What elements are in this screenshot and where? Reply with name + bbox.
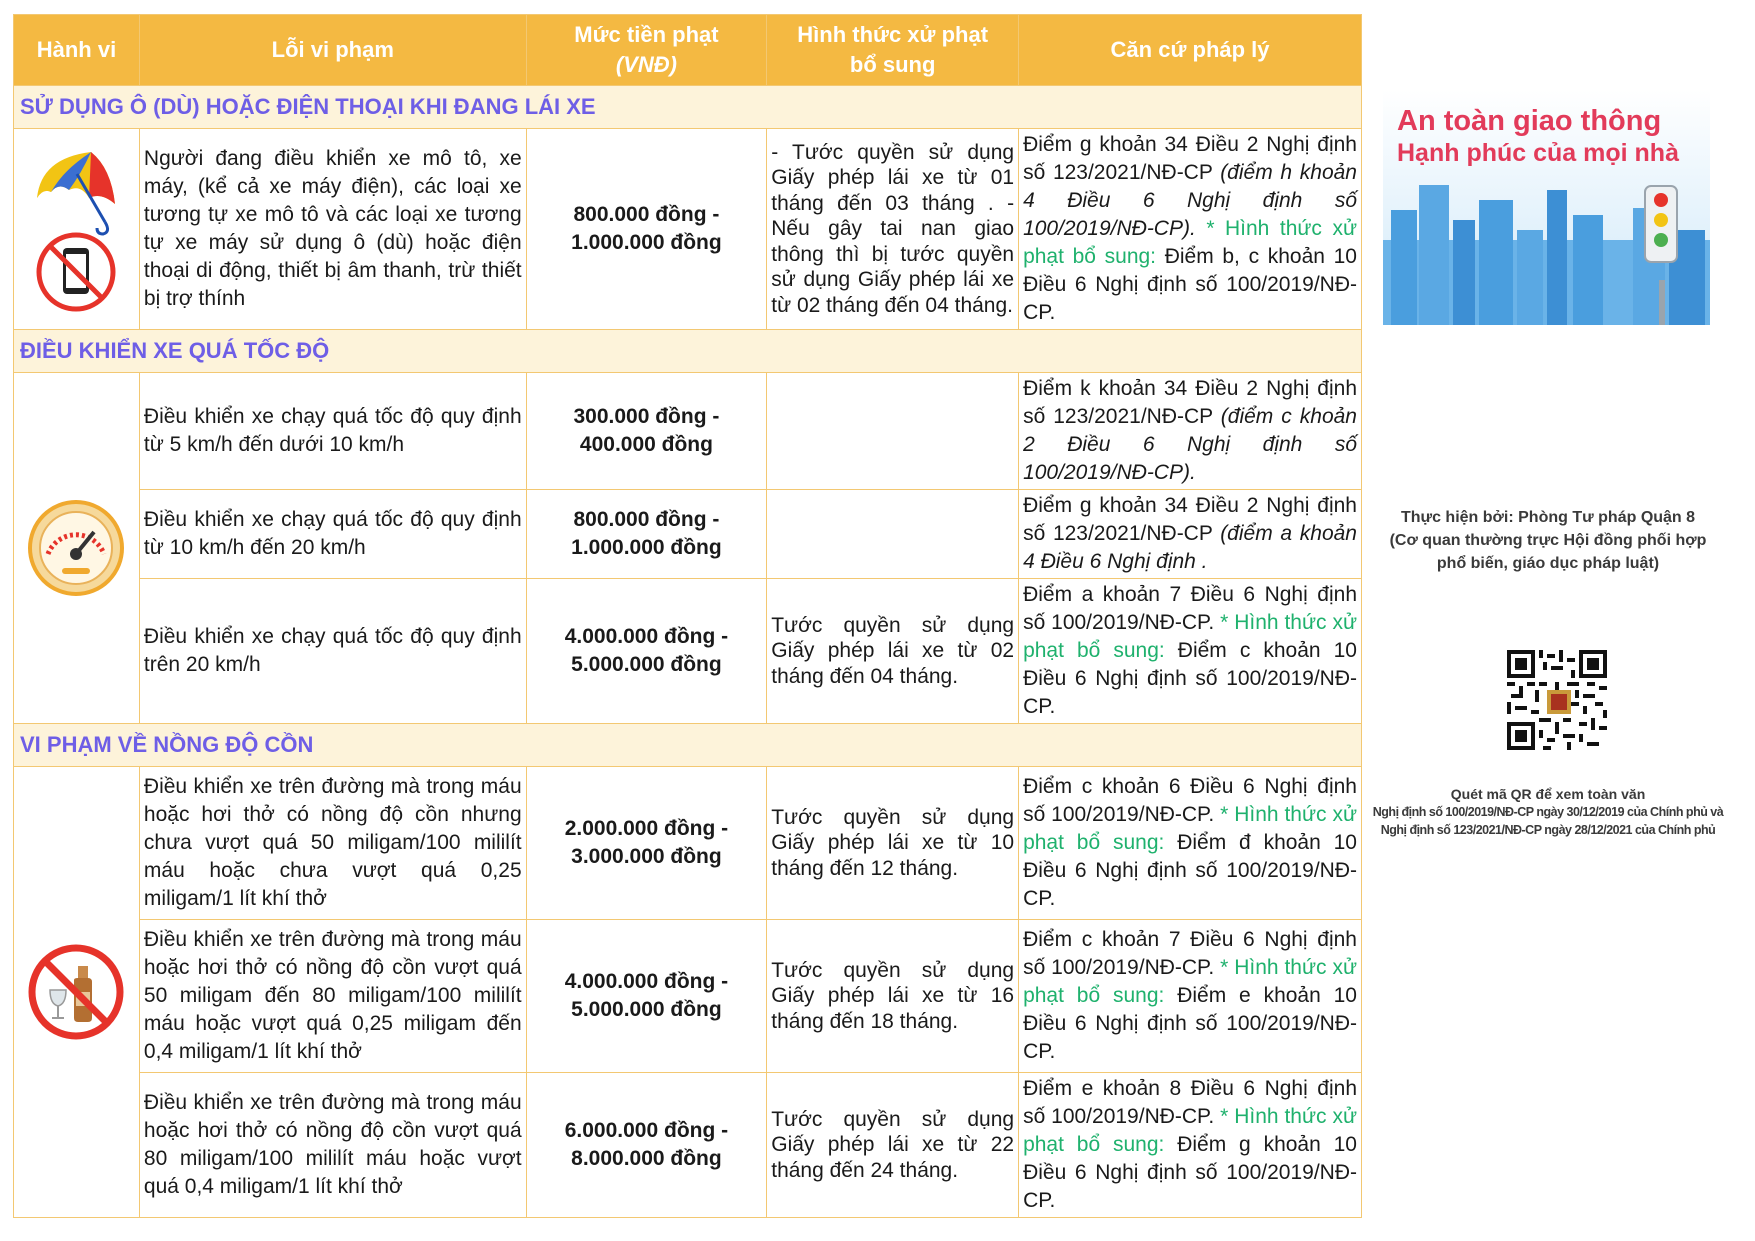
- violation-text: Điều khiển xe trên đường mà trong máu hoặc hơi thở có nồng độ cồn vượt quá 50 miligam đến 80 miligam/100 mililít máu hoặc vượt quá 0,25 miligam đến 0,4 miligam/1 lít khí thở: [139, 920, 526, 1073]
- table-row: [14, 490, 1362, 579]
- header-behavior: Hành vi: [14, 15, 140, 86]
- legal-basis: Điểm g khoản 34 Điều 2 Nghị định số 123/2021/NĐ-CP (điểm a khoản 4 Điều 6 Nghị định .: [1019, 490, 1362, 579]
- umbrella-and-no-phone-icon: [14, 129, 140, 330]
- fine-amount: 4.000.000 đồng - 5.000.000 đồng: [526, 920, 767, 1073]
- no-alcohol-icon: [14, 767, 140, 1218]
- legal-basis: Điểm c khoản 7 Điều 6 Nghị định số 100/2019/NĐ-CP. * Hình thức xử phạt bổ sung: Điểm e khoản 10 Điều 6 Nghị định số 100/2019/NĐ-CP.: [1019, 920, 1362, 1073]
- violation-text: Điều khiển xe chạy quá tốc độ quy định trên 20 km/h: [139, 579, 526, 724]
- header-legal-basis: Căn cứ pháp lý: [1019, 15, 1362, 86]
- additional-penalty: - Tước quyền sử dụng Giấy phép lái xe từ 01 tháng đến 03 tháng . - Nếu gây tai nan giao thông thì bị tước quyền sử dụng Giấy phép lái xe từ 02 tháng đến 04 tháng.: [767, 129, 1019, 330]
- fine-amount: 6.000.000 đồng - 8.000.000 đồng: [526, 1073, 767, 1218]
- qr-code-icon[interactable]: [1507, 650, 1607, 750]
- section-row: [14, 86, 1362, 129]
- legal-basis: Điểm e khoản 8 Điều 6 Nghị định số 100/2019/NĐ-CP. * Hình thức xử phạt bổ sung: Điểm g khoản 10 Điều 6 Nghị định số 100/2019/NĐ-CP.: [1019, 1073, 1362, 1218]
- table-row: [14, 767, 1362, 920]
- table-header-row: [14, 15, 1362, 86]
- table-row: [14, 373, 1362, 490]
- legal-basis: Điểm a khoản 7 Điều 6 Nghị định số 100/2019/NĐ-CP. * Hình thức xử phạt bổ sung: Điểm c khoản 10 Điều 6 Nghị định số 100/2019/NĐ-CP.: [1019, 579, 1362, 724]
- fine-amount: 300.000 đồng - 400.000 đồng: [526, 373, 767, 490]
- violation-text: Người đang điều khiển xe mô tô, xe máy, (kể cả xe máy điện), các loại xe tương tự xe mô tô và các loại xe tương tự xe máy sử dụng ô (dù) hoặc điện thoại di động, thiết bị âm thanh, trừ thiết bị trợ thính: [139, 129, 526, 330]
- banner-title: An toàn giao thông: [1397, 105, 1662, 137]
- traffic-safety-banner: [1383, 90, 1710, 325]
- violation-text: Điều khiển xe trên đường mà trong máu hoặc hơi thở có nồng độ cồn nhưng chưa vượt quá 50 miligam/100 mililít máu hoặc chưa vượt quá 0,25 miligam/1 lít khí thở: [139, 767, 526, 920]
- legal-basis: Điểm g khoản 34 Điều 2 Nghị định số 123/2021/NĐ-CP (điểm h khoản 4 Điều 6 Nghị định số 100/2019/NĐ-CP). * Hình thức xử phạt bổ sung: Điểm b, c khoản 10 Điều 6 Nghị định số 100/2019/NĐ-CP.: [1019, 129, 1362, 330]
- additional-penalty: Tước quyền sử dụng Giấy phép lái xe từ 10 tháng đến 12 tháng.: [767, 767, 1019, 920]
- table-row: [14, 129, 1362, 330]
- additional-penalty: Tước quyền sử dụng Giấy phép lái xe từ 02 tháng đến 04 tháng.: [767, 579, 1019, 724]
- fine-amount: 800.000 đồng - 1.000.000 đồng: [526, 490, 767, 579]
- section-row: [14, 330, 1362, 373]
- additional-penalty: Tước quyền sử dụng Giấy phép lái xe từ 16 tháng đến 18 tháng.: [767, 920, 1019, 1073]
- header-fine: Mức tiền phạt (VNĐ): [526, 15, 767, 86]
- legal-basis: Điểm c khoản 6 Điều 6 Nghị định số 100/2019/NĐ-CP. * Hình thức xử phạt bổ sung: Điểm đ khoản 10 Điều 6 Nghị định số 100/2019/NĐ-CP.: [1019, 767, 1362, 920]
- table-row: [14, 1073, 1362, 1218]
- table-row: [14, 579, 1362, 724]
- fine-amount: 2.000.000 đồng - 3.000.000 đồng: [526, 767, 767, 920]
- additional-penalty: [767, 490, 1019, 579]
- header-violation: Lỗi vi phạm: [139, 15, 526, 86]
- violation-text: Điều khiển xe chạy quá tốc độ quy định từ 5 km/h đến dưới 10 km/h: [139, 373, 526, 490]
- credit-text: Thực hiện bởi: Phòng Tư pháp Quận 8 (Cơ quan thường trực Hội đồng phối hợp phổ biến, giáo dục pháp luật): [1389, 509, 1707, 572]
- table-row: [14, 920, 1362, 1073]
- legal-basis: Điểm k khoản 34 Điều 2 Nghị định số 123/2021/NĐ-CP (điểm c khoản 2 Điều 6 Nghị định số 100/2019/NĐ-CP).: [1019, 373, 1362, 490]
- violation-text: Điều khiển xe trên đường mà trong máu hoặc hơi thở có nồng độ cồn vượt quá 80 miligam/100 mililít máu hoặc vượt quá 0,4 miligam/1 lít khí thở: [139, 1073, 526, 1218]
- qr-caption: Quét mã QR để xem toàn văn Nghị định số 100/2019/NĐ-CP ngày 30/12/2019 của Chính phủ và Nghị định số 123/2021/NĐ-CP ngày 28/12/2021 của Chính phủ: [1372, 786, 1724, 837]
- section-row: [14, 724, 1362, 767]
- section-title: ĐIỀU KHIỂN XE QUÁ TỐC ĐỘ: [14, 330, 1362, 373]
- additional-penalty: Tước quyền sử dụng Giấy phép lái xe từ 22 tháng đến 24 tháng.: [767, 1073, 1019, 1218]
- fine-amount: 800.000 đồng - 1.000.000 đồng: [526, 129, 767, 330]
- section-title: VI PHẠM VỀ NỒNG ĐỘ CỒN: [14, 724, 1362, 767]
- penalty-table: [13, 14, 1362, 1218]
- section-title: SỬ DỤNG Ô (DÙ) HOẶC ĐIỆN THOẠI KHI ĐANG LÁI XE: [14, 86, 1362, 129]
- violation-text: Điều khiển xe chạy quá tốc độ quy định từ 10 km/h đến 20 km/h: [139, 490, 526, 579]
- header-additional-penalty: Hình thức xử phạt bổ sung: [767, 15, 1019, 86]
- banner-subtitle: Hạnh phúc của mọi nhà: [1397, 139, 1679, 167]
- speedometer-icon: [14, 373, 140, 724]
- additional-penalty: [767, 373, 1019, 490]
- fine-amount: 4.000.000 đồng - 5.000.000 đồng: [526, 579, 767, 724]
